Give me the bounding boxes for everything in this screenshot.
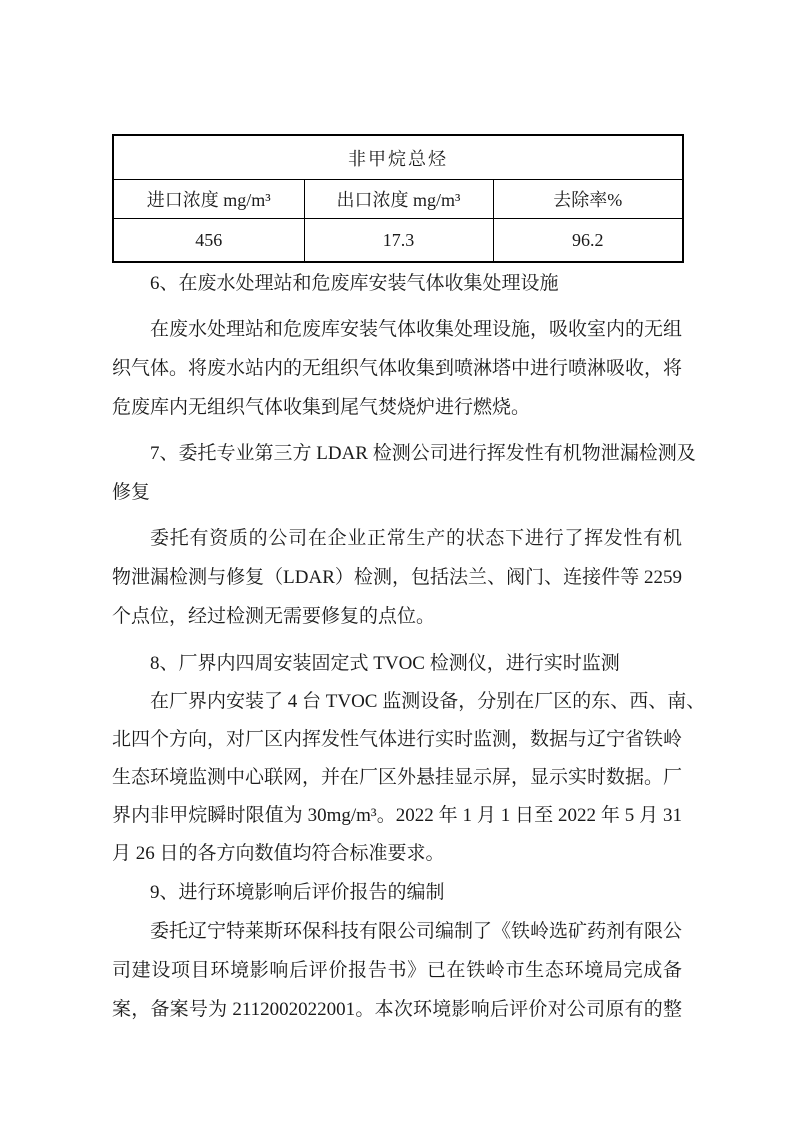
body-line: 在厂界内安装了 4 台 TVOC 监测设备，分别在厂区的东、西、南、 <box>150 691 706 712</box>
section-9-paragraph <box>112 912 682 1029</box>
body-line: 月 26 日的各方向数值均符合标准要求。 <box>112 843 445 864</box>
header-outlet-concentration: 出口浓度 mg/m³ <box>304 180 493 219</box>
value-removal-rate: 96.2 <box>493 219 683 263</box>
header-inlet-concentration: 进口浓度 mg/m³ <box>113 180 304 219</box>
body-line: 物泄漏检测与修复（LDAR）检测，包括法兰、阀门、连接件等 2259 <box>112 567 682 588</box>
section-6-paragraph <box>112 310 682 427</box>
body-line: 生态环境监测中心联网，并在厂区外悬挂显示屏，显示实时数据。厂 <box>112 767 683 788</box>
section-8 <box>112 644 706 873</box>
body-line: 在废水处理站和危废库安装气体收集处理设施，吸收室内的无组 <box>150 319 683 340</box>
section-7-heading: 7、委托专业第三方 LDAR 检测公司进行挥发性有机物泄漏检测及 <box>150 443 696 464</box>
body-line: 织气体。将废水站内的无组织气体收集到喷淋塔中进行喷淋吸收，将 <box>112 358 683 379</box>
body-line: 委托有资质的公司在企业正常生产的状态下进行了挥发性有机 <box>150 528 682 549</box>
section-8-heading: 8、厂界内四周安装固定式 TVOC 检测仪，进行实时监测 <box>150 653 620 674</box>
section-9-heading: 9、进行环境影响后评价报告的编制 <box>150 882 445 903</box>
section-6-heading: 6、在废水处理站和危废库安装气体收集处理设施 <box>150 273 559 294</box>
section-9 <box>112 873 682 1029</box>
body-line: 司建设项目环境影响后评价报告书》已在铁岭市生态环境局完成备 <box>112 960 682 981</box>
section-7-heading-continued: 修复 <box>112 482 151 503</box>
value-inlet-concentration: 456 <box>113 219 304 263</box>
body-line: 委托辽宁特莱斯环保科技有限公司编制了《铁岭选矿药剂有限公 <box>150 921 683 942</box>
value-outlet-concentration: 17.3 <box>304 219 493 263</box>
body-line: 北四个方向，对厂区内挥发性气体进行实时监测，数据与辽宁省铁岭 <box>112 729 683 750</box>
body-line: 案，备案号为 2112002022001。本次环境影响后评价对公司原有的整 <box>112 999 682 1020</box>
header-removal-rate: 去除率% <box>493 180 683 219</box>
section-7 <box>112 434 696 636</box>
page-content <box>112 134 706 1029</box>
table-title-row <box>113 135 683 180</box>
table-value-row <box>113 219 683 263</box>
body-line: 个点位，经过检测无需要修复的点位。 <box>112 606 436 627</box>
section-6 <box>112 264 682 427</box>
table-title: 非甲烷总烃 <box>113 135 683 180</box>
body-line: 界内非甲烷瞬时限值为 30mg/m³。2022 年 1 月 1 日至 2022 年 5 月 31 <box>112 805 682 826</box>
section-7-paragraph <box>112 519 682 636</box>
nmhc-emissions-table <box>112 134 684 263</box>
section-8-paragraph <box>112 683 706 873</box>
body-line: 危废库内无组织气体收集到尾气焚烧炉进行燃烧。 <box>112 397 531 418</box>
table-header-row <box>113 180 683 219</box>
